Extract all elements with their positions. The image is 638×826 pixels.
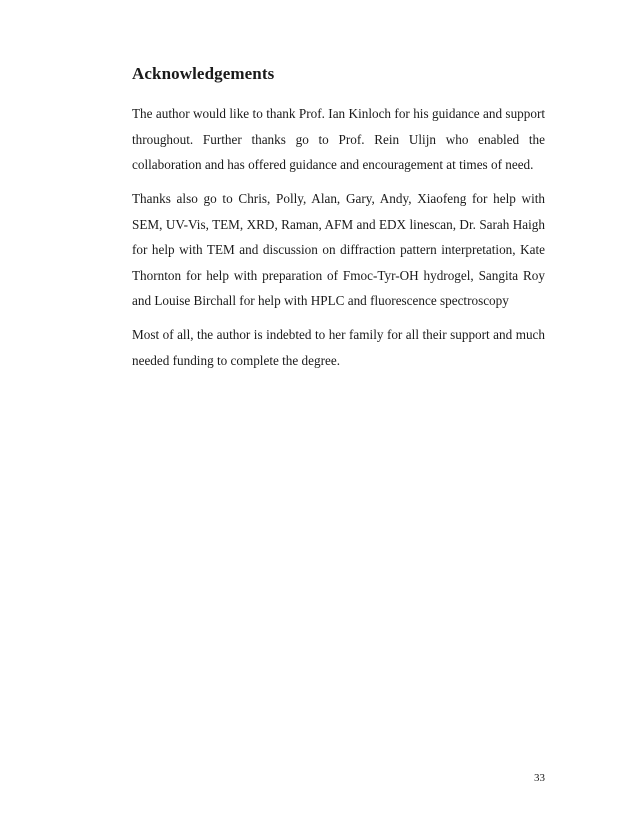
paragraph-thanks-supervisors: The author would like to thank Prof. Ian Kinloch for his guidance and support throughout. Further thanks go to Prof. Rein Ulijn who enabled the collaboration and has offered guidance and encouragement at times of need. xyxy=(132,106,545,172)
paragraph-thanks-family: Most of all, the author is indebted to her family for all their support and much needed funding to complete the degree. xyxy=(132,327,545,368)
page-number: 33 xyxy=(534,772,545,784)
paragraph-thanks-colleagues: Thanks also go to Chris, Polly, Alan, Gary, Andy, Xiaofeng for help with SEM, UV-Vis, TEM, XRD, Raman, AFM and EDX linescan, Dr. Sarah Haigh for help with TEM and discussion on diffraction pattern interpretation, Kate Thornton for help with preparation of Fmoc-Tyr-OH hydrogel, Sangita Roy and Louise Birchall for help with HPLC and fluorescence spectroscopy xyxy=(132,191,545,308)
page-title: Acknowledgements xyxy=(132,64,275,83)
